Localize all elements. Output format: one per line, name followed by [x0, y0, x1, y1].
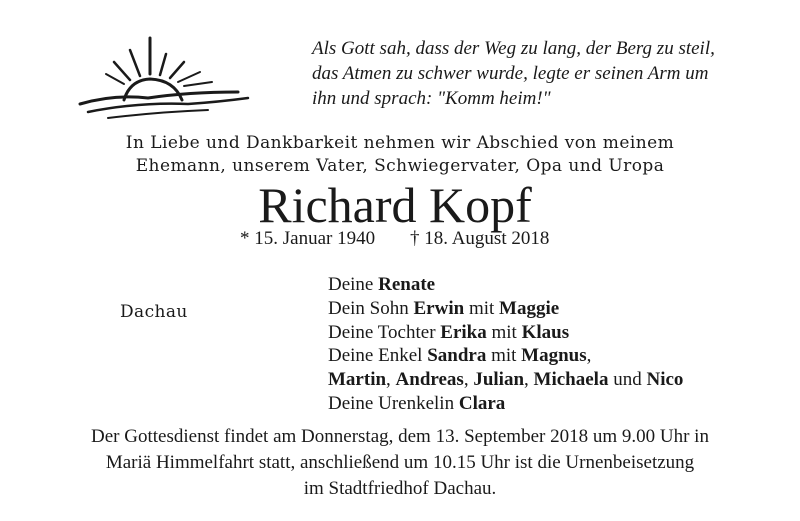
death-date: † 18. August 2018: [410, 228, 550, 249]
mourner-name: Michaela: [533, 369, 609, 391]
relation-text: Deine Tochter: [328, 321, 441, 343]
sunset-icon: [78, 30, 258, 120]
mourners-list: [328, 273, 683, 416]
mourner-name: Clara: [458, 392, 506, 414]
mourner-line: [328, 297, 683, 321]
relation-text: Dein Sohn: [328, 297, 414, 319]
connector-text: mit: [486, 321, 522, 343]
intro-line: Ehemann, unserem Vater, Schwiegervater, Opa und Uropa: [135, 156, 665, 176]
farewell-intro: [0, 132, 800, 178]
mourner-name: Martin: [328, 369, 387, 391]
intro-line: In Liebe und Dankbarkeit nehmen wir Abschied von meinem: [125, 133, 675, 153]
service-line: Der Gottesdienst findet am Donnerstag, dem 13. September 2018 um 9.00 Uhr in: [91, 426, 709, 447]
mourner-name: Klaus: [521, 321, 570, 343]
connector-text: ,: [463, 369, 474, 391]
mourner-line: [328, 344, 683, 368]
mourner-line: [328, 392, 683, 416]
connector-text: und: [608, 369, 647, 391]
place-of-residence: Dachau: [120, 302, 188, 322]
mourner-name: Erika: [440, 321, 487, 343]
service-line: im Stadtfriedhof Dachau.: [303, 478, 497, 499]
mourner-name: Magnus: [521, 345, 587, 367]
service-line: Mariä Himmelfahrt statt, anschließend um 10.15 Uhr ist die Urnenbeisetzung: [105, 452, 695, 473]
mourner-name: Julian: [473, 369, 525, 391]
connector-text: ,: [586, 345, 592, 367]
quote-line: Als Gott sah, dass der Weg zu lang, der Berg zu steil,: [312, 38, 715, 59]
quote-line: ihn und sprach: "Komm heim!": [312, 88, 551, 109]
mourner-line: [328, 273, 683, 297]
mourner-line: [328, 321, 683, 345]
connector-text: ,: [524, 369, 534, 391]
relation-text: Deine: [328, 274, 379, 295]
poem-quote: [312, 36, 782, 111]
mourner-name: Sandra: [427, 345, 487, 367]
birth-date: * 15. Januar 1940: [240, 228, 376, 249]
mourner-name: Nico: [646, 369, 684, 391]
connector-text: mit: [464, 297, 500, 319]
quote-line: das Atmen zu schwer wurde, legte er seinen Arm um: [312, 63, 709, 84]
mourner-name: Andreas: [395, 369, 464, 391]
service-announcement: [0, 424, 800, 502]
connector-text: ,: [386, 369, 396, 391]
mourner-name: Maggie: [499, 297, 560, 319]
mourner-name: Renate: [378, 274, 436, 295]
deceased-name: Richard Kopf: [258, 177, 532, 233]
mourner-line: [328, 368, 683, 392]
connector-text: mit: [486, 345, 522, 367]
relation-text: Deine Enkel: [328, 345, 428, 367]
relation-text: Deine Urenkelin: [328, 392, 459, 414]
mourner-name: Erwin: [413, 297, 465, 319]
